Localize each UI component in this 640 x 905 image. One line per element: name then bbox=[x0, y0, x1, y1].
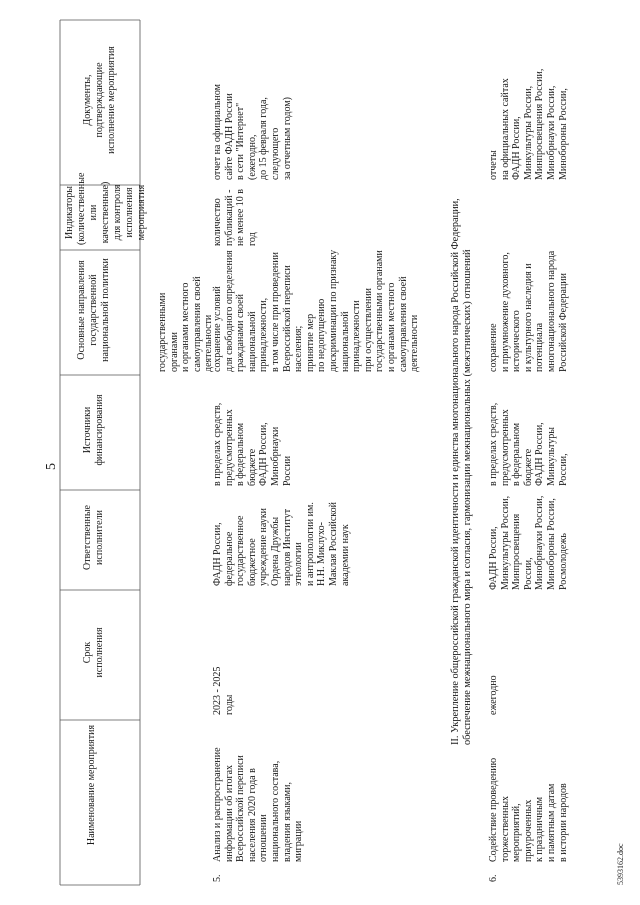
row5-executors: ФАДН России, федеральное государственное бюджетное учреждение науки Ордена Дружбы народов Институт этнологии и антропологии им. Н.Н. Миклухо- Маклая Российской академии наук bbox=[212, 502, 351, 586]
page-number-v: 5 bbox=[44, 463, 59, 470]
row6-num: 6. bbox=[488, 874, 499, 882]
header-directions-v: Основные направления государственной национальной политики bbox=[76, 258, 111, 362]
row6-directions: сохранение и приумножение духовного, исторического и культурного наследия и потенциала многонационального народа Российской Федерации bbox=[488, 250, 569, 372]
row6-executors: ФАДН России, Минкультуры России, Минпросвещения России, Минобрнауки России, Минобороны России, Росмолодежь bbox=[488, 495, 569, 590]
header-term-v: Срок исполнения bbox=[82, 627, 105, 678]
header-documents-v: Документы, подтверждающие исполнение мероприятия bbox=[82, 46, 117, 154]
row5-directions: сохранение условий для свободного определения гражданами своей национальной принадлежности, в том числе при проведении Всероссийской переписи населения; принятие мер по недопущению дискриминации по признаку национальной принадлежности при осуществлении государственными органами и органами местного самоуправления своей деятельности bbox=[212, 249, 421, 372]
row6-documents: отчеты на официальных сайтах ФАДН России, Минкультуры России, Минпросвещения России, Минобрнауки России, Минобороны России, bbox=[488, 68, 569, 180]
footer-filename-v: 5393162.doc bbox=[616, 843, 625, 885]
row5-documents: отчет на официальном сайте ФАДН России в сети "Интернет" (ежегодно, до 15 февраля года, следующего за отчетным годом) bbox=[212, 84, 293, 180]
header-executors-v: Ответственные исполнители bbox=[82, 505, 105, 570]
row5-funding: в пределах средств, предусмотренных в федеральном бюджете ФАДН России, Минобрнауки России bbox=[212, 402, 293, 486]
header-name-v: Наименование мероприятия bbox=[86, 724, 97, 846]
header-indicators-v: Индикаторы (количественные или качественные) для контроля исполнения мероприятия bbox=[64, 172, 147, 245]
row5-name: Анализ и распространение информации об итогах Всероссийской переписи населения 2020 года в отношении национального состава, владения языками, миграции bbox=[212, 747, 305, 862]
directions-continuation: государственными органами и органами местного самоуправления своей деятельности bbox=[157, 276, 215, 372]
header-funding-v: Источники финансирования bbox=[82, 394, 105, 466]
row5-num: 5. bbox=[212, 874, 223, 882]
row5-term: 2023 - 2025 годы bbox=[212, 666, 235, 715]
row5-indicators: количество публикаций - не менее 10 в год bbox=[212, 188, 258, 246]
row6-name: Содействие проведению торжественных мероприятий, приуроченных к праздничным и памятным датам в истории народов bbox=[488, 757, 569, 862]
section-ii-heading: II. Укрепление общероссийской гражданской идентичности и единства многонационального народа Российской Федерации, обеспечение межнационального мира и согласия, гармонизации межнациональных (межэтнических) отношений bbox=[450, 198, 473, 745]
row6-term: ежегодно bbox=[488, 675, 499, 715]
row6-funding: в пределах средств, предусмотренных в федеральном бюджете ФАДН России, Минкультуры России, bbox=[488, 402, 569, 486]
